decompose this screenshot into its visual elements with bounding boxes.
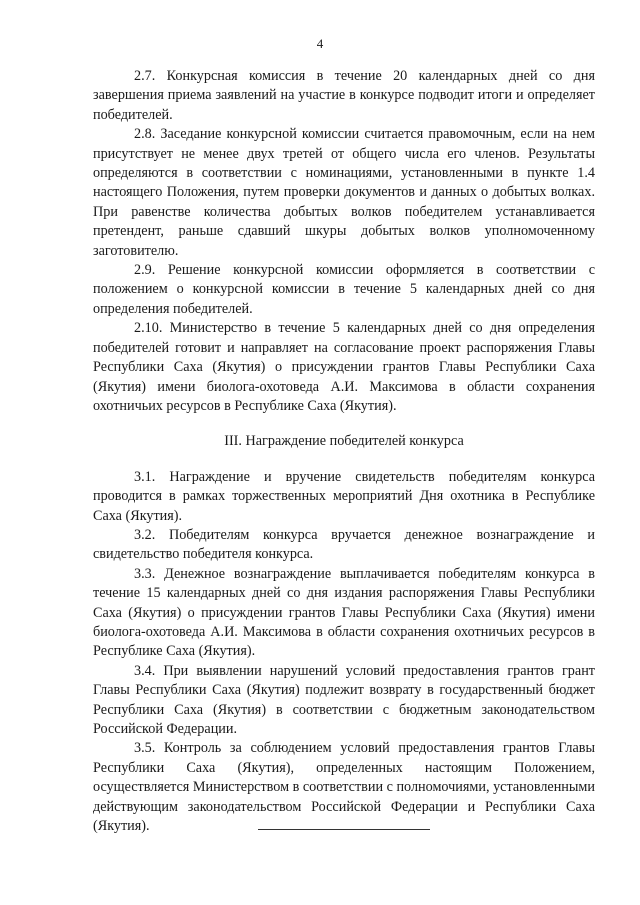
paragraph-3-4: 3.4. При выявлении нарушений условий предоставления грантов грант Главы Республики Саха (Якутия) подлежит возврату в государственный бюджет Республики Саха (Якутия) в соответствии с бюджетным законодательством Российской Федерации. <box>93 662 595 737</box>
paragraph-3-3: 3.3. Денежное вознаграждение выплачивается победителям конкурса в течение 15 календарных дней со дня издания распоряжения Главы Республики Саха (Якутия) о присуждении грантов Главы Республики Саха (Якутия) имени биолога-охотоведа А.И. Максимова в области сохранения охотничьих ресурсов в Республике Саха (Якутия). <box>93 565 595 660</box>
paragraph-3-2: 3.2. Победителям конкурса вручается денежное вознаграждение и свидетельство победителя конкурса. <box>93 526 595 563</box>
paragraph-3-5: 3.5. Контроль за соблюдением условий предоставления грантов Главы Республики Саха (Якутия), определенных настоящим Положением, осуществляется Министерством в соответствии с полномочиями, установленными действующим законодательством Российской Федерации и Республики Саха (Якутия). <box>93 740 595 835</box>
document-body <box>93 67 595 836</box>
end-divider-line <box>258 829 430 830</box>
section-3-heading: III. Награждение победителей конкурса <box>224 433 464 450</box>
paragraph-3-1: 3.1. Награждение и вручение свидетельств победителям конкурса проводится в рамках торжественных мероприятий Дня охотника в Республике Саха (Якутия). <box>93 468 595 524</box>
page-number: 4 <box>316 36 324 51</box>
paragraph-2-10: 2.10. Министерство в течение 5 календарных дней со дня определения победителей готовит и направляет на согласование проект распоряжения Главы Республики Саха (Якутия) о присуждении грантов Главы Республики Саха (Якутия) имени биолога-охотоведа А.И. Максимова в области сохранения охотничьих ресурсов в Республике Саха (Якутия). <box>93 320 595 414</box>
paragraph-2-7: 2.7. Конкурсная комиссия в течение 20 календарных дней со дня завершения приема заявлений на участие в конкурсе подводит итоги и определяет победителей. <box>93 68 595 123</box>
paragraph-2-8: 2.8. Заседание конкурсной комиссии считается правомочным, если на нем присутствует не менее двух третей от общего числа его членов. Результаты определяются в соответствии с номинациями, установленными в пункте 1.4 настоящего Положения, путем проверки документов и данных о добытых волках. При равенстве количества добытых волков победителем устанавливается претендент, раньше сдавший шкуры добытых волков уполномоченному заготовителю. <box>93 126 595 259</box>
paragraph-2-9: 2.9. Решение конкурсной комиссии оформляется в соответствии с положением о конкурсной комиссии в течение 5 календарных дней со дня определения победителей. <box>93 262 595 317</box>
